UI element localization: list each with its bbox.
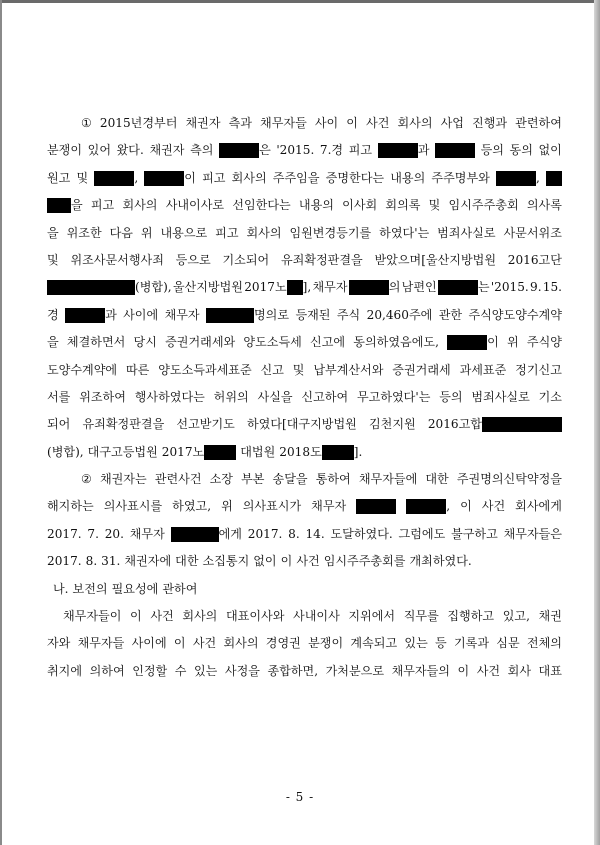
word: 명의로 <box>206 302 289 329</box>
word: 피고 <box>215 225 239 240</box>
word: 집행하고 <box>447 609 495 624</box>
word: 9. <box>530 280 542 295</box>
word: 해지하는 <box>47 499 94 514</box>
word: 과세표준 <box>459 362 507 377</box>
word: 등 <box>435 636 447 651</box>
word: 체결하면서 <box>66 335 126 350</box>
word: 및 <box>76 170 89 185</box>
redaction-bar <box>356 499 396 514</box>
word: 의사록 <box>526 198 562 213</box>
word: 기소 <box>538 389 562 404</box>
word: 신고하여 <box>301 389 349 404</box>
word: 관련하여 <box>515 116 562 130</box>
word: 등의 <box>480 143 504 158</box>
word: 31. <box>101 554 121 569</box>
word: 사이에 <box>131 636 167 651</box>
word: 소집통지 <box>202 554 250 569</box>
word: 위조한 <box>66 225 102 240</box>
text-line <box>47 521 562 548</box>
word: 회사의 <box>122 198 158 213</box>
redaction-bar <box>546 171 562 186</box>
word: 사건 <box>150 609 174 624</box>
word: 2017. <box>247 526 283 541</box>
word: 납부계산서와 <box>313 362 384 377</box>
word: 등의 <box>439 389 463 404</box>
word: 채권자 <box>149 143 185 158</box>
word: 회사에게 <box>515 499 562 514</box>
word: 서를 <box>47 389 71 404</box>
word: 있고, <box>502 609 530 624</box>
word: 8. <box>288 526 300 541</box>
word: 대표 <box>538 663 562 678</box>
word: 2017노 <box>162 439 236 466</box>
text-line <box>47 165 562 192</box>
word: 채무자들은 <box>503 526 562 541</box>
word: 채권 <box>538 609 562 624</box>
word: 있는 <box>194 663 218 678</box>
word: 회사의 <box>246 225 282 240</box>
word: 하였다'는 <box>379 225 430 240</box>
word: 채권자에 <box>124 554 172 569</box>
text-line <box>47 110 562 137</box>
word: 당시 <box>133 335 157 350</box>
word: 회사의 <box>182 609 218 624</box>
word: 대구고등법원 <box>87 444 158 459</box>
word: 은 <box>219 137 271 164</box>
word: 사이 <box>314 116 339 130</box>
text-line <box>47 192 562 219</box>
word: 정기신고 <box>515 362 562 377</box>
word: 의하여 <box>89 663 125 678</box>
word: 이 <box>130 609 142 624</box>
word: 수 <box>174 663 187 678</box>
text-line <box>47 411 562 438</box>
word: 있는 <box>404 636 428 651</box>
word: 회사의 <box>231 170 267 185</box>
redaction-bar <box>287 280 303 295</box>
word: 측의 <box>190 143 214 158</box>
word: 취지에 <box>47 663 83 678</box>
word: 왔다. <box>116 143 144 158</box>
word: (병합), <box>47 444 84 459</box>
word: , <box>496 165 540 192</box>
word: 채무자 <box>164 307 200 322</box>
word: 개최하였다. <box>409 554 472 569</box>
word: 분쟁이 <box>308 636 344 651</box>
word: 유죄확정판결을 <box>280 252 363 267</box>
word: 주권명의신탁약정을 <box>456 472 562 487</box>
word: 2017. <box>47 526 82 541</box>
word: 행사하였다는 <box>134 389 205 404</box>
word: 및 <box>428 198 441 213</box>
word: 남편인 <box>401 280 437 295</box>
redaction-bar <box>322 445 354 460</box>
word: 채무자들이 <box>63 609 122 624</box>
word: 을 <box>47 192 83 219</box>
word: 이 <box>447 329 499 356</box>
word: 동의하였음에도, <box>353 335 439 350</box>
word: 유죄확정판결을 <box>82 417 165 432</box>
word: 내용의 <box>390 170 426 185</box>
word: 이 <box>460 499 472 514</box>
word: 2016고단 <box>507 252 562 267</box>
word: 경영권 <box>265 636 301 651</box>
word: 송달을 <box>272 472 308 487</box>
word: 기소되어 <box>222 252 270 267</box>
word: 는 <box>438 274 490 301</box>
word: 을 <box>47 335 59 350</box>
word: 7. <box>87 526 99 541</box>
word: 채권자 <box>185 116 221 130</box>
word: 채무자 <box>311 499 347 514</box>
word: 가처분으로 <box>325 663 385 678</box>
word: 하였고, <box>172 499 212 514</box>
word: ① <box>81 116 92 130</box>
word: 직무를 <box>403 609 439 624</box>
text-line <box>47 466 562 493</box>
word: 증권거래세 <box>392 362 451 377</box>
redaction-bar <box>482 417 562 432</box>
word: 사업 <box>440 116 464 130</box>
word: 위 <box>140 225 153 240</box>
redaction-bar <box>65 308 105 323</box>
word: 14. <box>305 526 325 541</box>
redaction-bar <box>47 198 71 213</box>
word: 사건 <box>481 499 506 514</box>
redaction-bar <box>204 445 236 460</box>
word: 선고받기도 <box>176 417 235 432</box>
word: (병합), <box>47 274 172 301</box>
redaction-bar <box>349 280 389 295</box>
word: 선임한다는 <box>232 198 291 213</box>
word: 따른 <box>125 362 150 377</box>
word: 회의록 <box>385 198 421 213</box>
word: 2018도 ]. <box>279 444 363 459</box>
word: 채무자 <box>129 526 165 541</box>
word: 종합하면, <box>267 663 319 678</box>
document-body <box>47 110 562 685</box>
redaction-bar <box>435 143 475 158</box>
word: 과 <box>65 302 117 329</box>
word: 없이 <box>538 143 562 158</box>
word: 대표이사와 <box>225 609 285 624</box>
redaction-bar <box>378 143 418 158</box>
text-line <box>47 576 562 603</box>
word: 양도소득과세표준 <box>158 362 252 377</box>
word: 사정을 <box>224 663 260 678</box>
word: 인정할 <box>132 663 168 678</box>
text-line <box>47 658 562 685</box>
word: 분쟁이 <box>47 143 83 158</box>
word: 사내이사로 <box>165 198 225 213</box>
word: 임시주주총회를 <box>323 554 406 569</box>
word: 사문서위조 <box>503 225 562 240</box>
word: 20,460주에 <box>366 307 433 322</box>
word: 김천지원 <box>368 417 416 432</box>
word: 대법원 <box>240 444 276 459</box>
redaction-bar <box>206 308 254 323</box>
word: 내용으로 <box>160 225 208 240</box>
word: 피고 <box>348 143 373 158</box>
word: 대한 <box>425 472 449 487</box>
word: 도양수계약에 <box>47 362 118 377</box>
redaction-bar <box>447 335 487 350</box>
word: 무고하였다'는 <box>356 389 431 404</box>
word: 불구하고 <box>451 526 498 541</box>
text-line <box>47 548 562 575</box>
text-line <box>47 274 562 301</box>
word: 이 <box>346 116 358 130</box>
word: 지위에서 <box>348 609 396 624</box>
word: 범죄사실로 <box>471 389 530 404</box>
word: '2015. <box>490 280 529 295</box>
word: 등재된 <box>295 307 331 322</box>
word: 피고 <box>90 198 115 213</box>
word: 주식양도양수계약 <box>468 307 562 322</box>
word: 2017. <box>47 554 82 569</box>
word: ② <box>81 472 92 487</box>
word: 나. <box>53 581 69 596</box>
word: 임원변경등기를 <box>289 225 372 240</box>
text-line <box>47 137 562 164</box>
word: 채무자들 <box>260 116 307 130</box>
word: 회사의 <box>223 636 259 651</box>
word: 회사 <box>507 663 532 678</box>
word: 주주명부와 <box>431 170 490 185</box>
word: 이 <box>457 663 470 678</box>
word: 진행과 <box>472 116 508 130</box>
redaction-bar <box>496 171 536 186</box>
word: 보전의 <box>72 581 108 596</box>
word: 사이에 <box>123 307 159 322</box>
word: 회사의 <box>397 116 433 130</box>
text-line <box>47 439 562 466</box>
text-line <box>47 247 562 274</box>
word: 을 <box>47 225 59 240</box>
word: 허위의 <box>213 389 249 404</box>
word: 되어 <box>47 417 71 432</box>
word: 채무자들 <box>77 636 125 651</box>
word: 울산지방법원 <box>172 280 243 295</box>
word: 주식양 <box>526 335 562 350</box>
word: 대한 <box>175 554 199 569</box>
word: 자와 <box>47 636 71 651</box>
word: 의사표시를 <box>103 499 163 514</box>
word: 측과 <box>228 116 252 130</box>
redaction-bar <box>171 527 219 542</box>
page-right-shadow <box>594 0 600 845</box>
word: 사건 <box>192 636 217 651</box>
word: 양도소득세 <box>243 335 302 350</box>
word: 의 <box>349 274 401 301</box>
word: 이 <box>280 554 293 569</box>
text-line <box>47 603 562 630</box>
text-line <box>47 630 562 657</box>
word: 사건 <box>476 663 501 678</box>
word: 다음 <box>109 225 133 240</box>
page-number: - 5 - <box>285 790 315 804</box>
word: 15. <box>542 280 562 295</box>
text-line <box>47 357 562 384</box>
word: 사내이사 <box>293 609 340 624</box>
word: 과 <box>378 137 430 164</box>
word: 위조하여 <box>79 389 126 404</box>
word: 통하여 <box>315 472 351 487</box>
word: 동의 <box>509 143 533 158</box>
word: 8. <box>85 554 98 569</box>
word: '2015. <box>276 143 315 158</box>
word: 심문 <box>496 636 520 651</box>
word: 임시주주총회 <box>448 198 519 213</box>
text-line <box>47 302 562 329</box>
word: 에게 <box>171 521 242 548</box>
word: 증권거래세와 <box>165 335 236 350</box>
word: 의사표시가 <box>242 499 302 514</box>
word: 기록과 <box>453 636 490 651</box>
word: 위 <box>221 499 233 514</box>
page-left-border <box>0 0 2 845</box>
word: 주식 <box>336 307 361 322</box>
text-line <box>47 493 562 520</box>
word: 그럼에도 <box>398 526 446 541</box>
word <box>356 493 396 520</box>
redaction-bar <box>219 143 259 158</box>
word: 내용의 <box>298 198 334 213</box>
word: 전체의 <box>526 636 562 651</box>
word: 원고 <box>47 170 71 185</box>
word: 주주임을 <box>272 170 320 185</box>
redaction-bar <box>438 280 478 295</box>
word: 증명한다는 <box>325 170 385 185</box>
redaction-bar <box>94 171 134 186</box>
word: 관련사건 <box>154 472 202 487</box>
word: 없이 <box>253 554 277 569</box>
word: 등으로 <box>175 252 211 267</box>
redaction-bar <box>47 280 135 295</box>
word: 피고 <box>202 170 226 185</box>
redaction-bar <box>144 171 184 186</box>
word: 관하여 <box>162 581 198 596</box>
word: 및 <box>292 362 305 377</box>
word: 2015년경부터 <box>99 116 178 130</box>
word: 이 <box>173 636 186 651</box>
word: 사건 <box>296 554 320 569</box>
word: 경 <box>47 307 59 322</box>
word: 2016고합 <box>428 411 562 438</box>
word: 신고에 <box>310 335 346 350</box>
text-line <box>47 329 562 356</box>
word: 위 <box>507 335 519 350</box>
text-line <box>47 384 562 411</box>
word: 채무자들에 <box>358 472 418 487</box>
word: 계속되고 <box>350 636 398 651</box>
word: , <box>94 165 138 192</box>
word: 있어 <box>87 143 112 158</box>
word: 7.경 <box>319 143 344 158</box>
word: 하였다[대구지방법원 <box>246 417 357 432</box>
word: 받았으며[울산지방법원 <box>374 252 497 267</box>
word: 사실을 <box>257 389 293 404</box>
word: 소장 <box>209 472 233 487</box>
word: 사건 <box>366 116 390 130</box>
word <box>546 165 562 192</box>
word: 채무자들의 <box>391 663 450 678</box>
word: 이사회 <box>342 198 378 213</box>
word: 범죄사실로 <box>437 225 496 240</box>
word: 신고 <box>260 362 284 377</box>
word <box>435 137 475 164</box>
word: 위조사문서행사죄 <box>70 252 164 267</box>
word: 2017노 ], <box>244 280 312 295</box>
page-top-border <box>0 0 600 3</box>
word: 채권자는 <box>99 472 147 487</box>
word: 관한 <box>438 307 463 322</box>
text-line <box>47 220 562 247</box>
word: 채무자 <box>312 280 348 295</box>
word: 부본 <box>241 472 265 487</box>
word: 20. <box>104 526 124 541</box>
redaction-bar <box>406 499 446 514</box>
word: 이 <box>144 165 196 192</box>
word: 필요성에 <box>111 581 159 596</box>
word: , <box>406 493 450 520</box>
word: 도달하였다. <box>330 526 393 541</box>
word: 및 <box>47 252 59 267</box>
